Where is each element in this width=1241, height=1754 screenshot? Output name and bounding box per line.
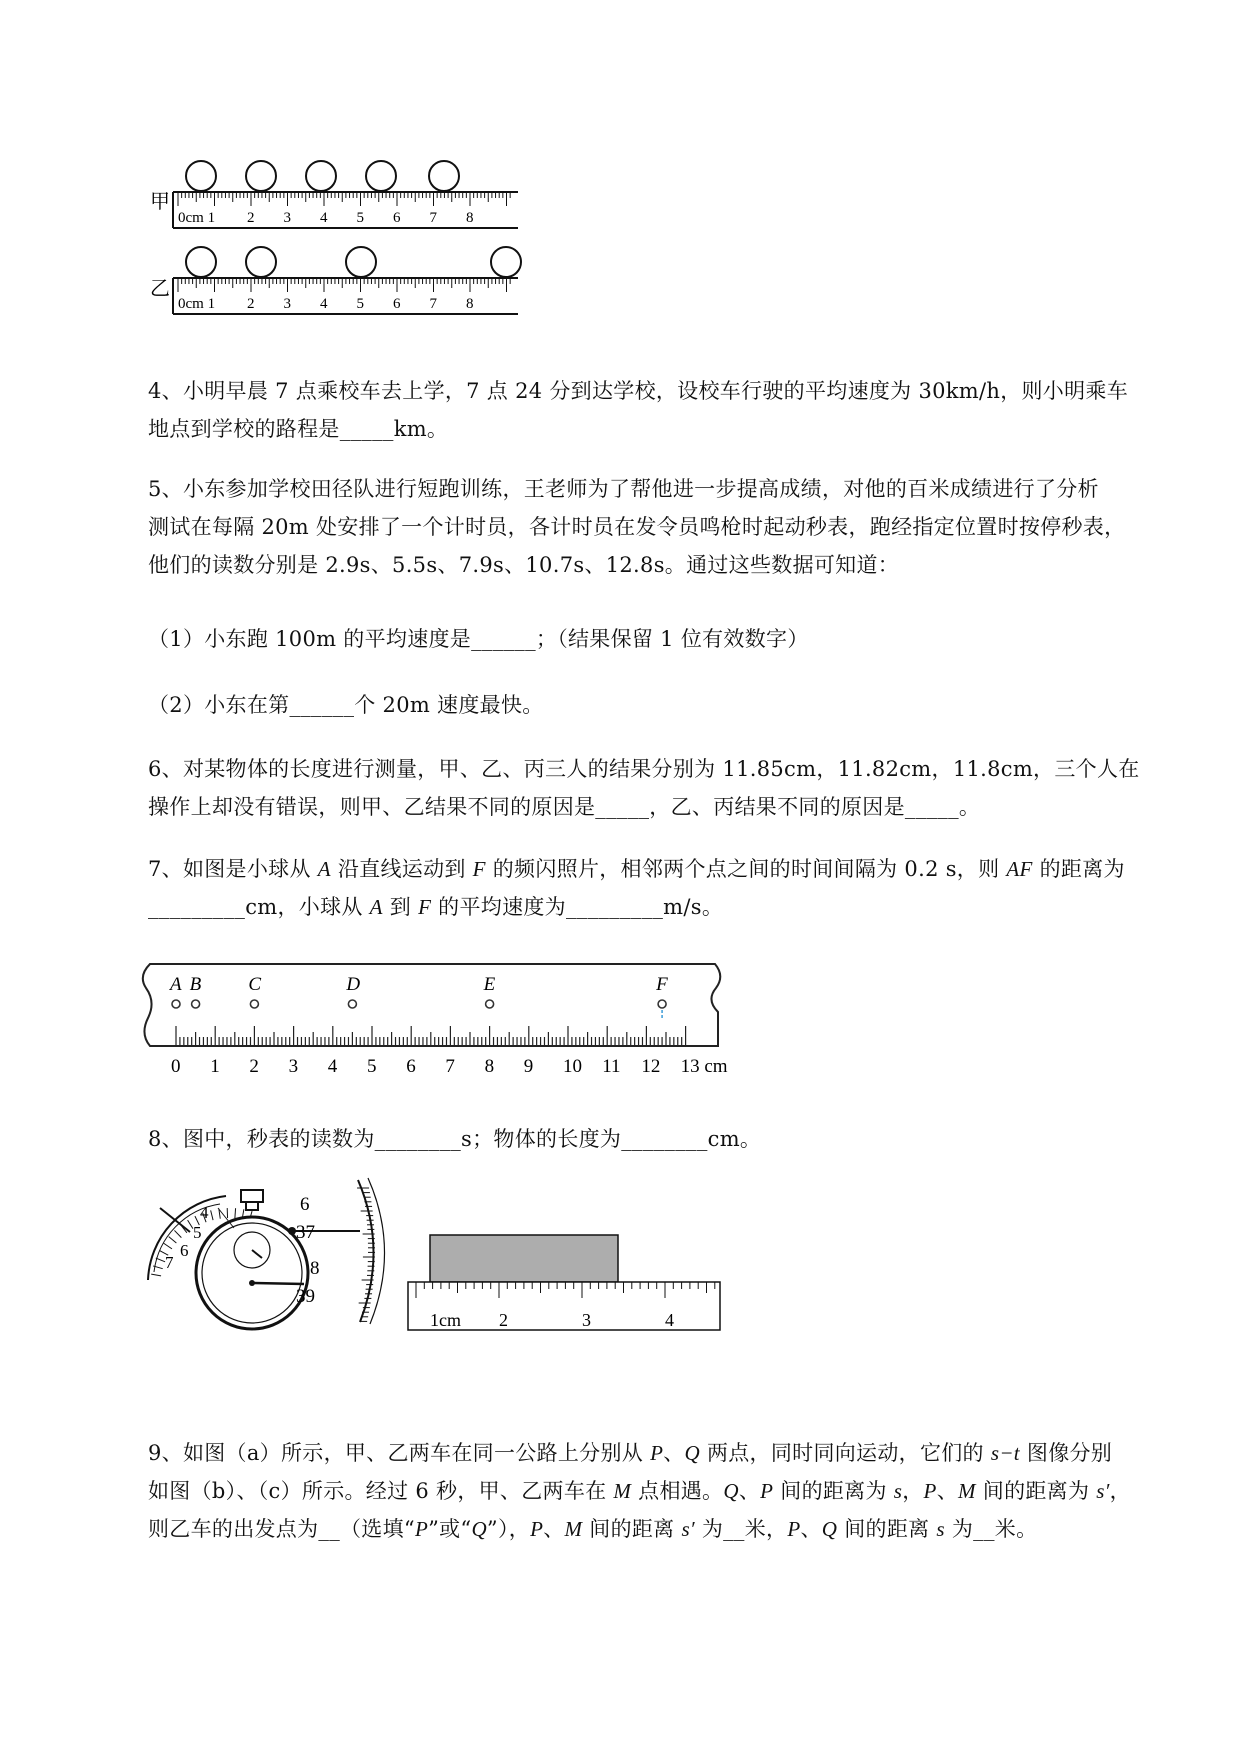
strobe-tick-label: 13 cm [680, 1056, 728, 1077]
ball [491, 247, 521, 277]
length-ruler [408, 1235, 720, 1330]
q9-text: 图像分别 [1019, 1441, 1113, 1465]
dial-tick [164, 1243, 172, 1249]
ruler-balls-figure [148, 150, 588, 330]
dial-tick [151, 1274, 161, 1276]
watch-stem [246, 1202, 258, 1210]
strobe-ruler [143, 964, 728, 1077]
strobe-tick-label: 5 [367, 1056, 377, 1077]
q5-line1: 5、小东参加学校田径队进行短跑训练，王老师为了帮他进一步提高成绩，对他的百米成绩进行了分析 [148, 477, 1099, 501]
ruler-tick-label: 4 [665, 1310, 674, 1330]
q9-text: ”或“ [428, 1517, 472, 1541]
q7-text: _________cm，小球从 [148, 895, 370, 919]
ruler-tick-label: 2 [247, 296, 255, 312]
q7-var: A [369, 895, 383, 919]
question-5 [148, 470, 1168, 584]
q9-text: 如图（b）、（c）所示。经过 6 秒，甲、乙两车在 [148, 1479, 614, 1503]
watch-second-hand [252, 1283, 304, 1284]
q9-var: M [613, 1479, 632, 1503]
strobe-tick-label: 10 [563, 1056, 582, 1077]
strobe-strip-outline [143, 964, 720, 1046]
ruler-jia [173, 161, 518, 228]
ball [186, 161, 216, 191]
q9-var: s−t [990, 1441, 1020, 1465]
dial-tick [211, 1210, 213, 1220]
stopwatch [148, 1178, 385, 1329]
strobe-tick-label: 3 [288, 1056, 299, 1077]
ruler-tick-label: 6 [393, 296, 401, 312]
ruler-tick-label: 8 [466, 296, 474, 312]
strobe-tick-label: 0 [171, 1056, 181, 1077]
q9-var: P [923, 1479, 937, 1503]
ball [306, 161, 336, 191]
dial-label: 4 [200, 1203, 209, 1222]
q9-text: 间的距离 [582, 1517, 682, 1541]
ball [246, 247, 276, 277]
q5-sub2-text: （2）小东在第______个 20m 速度最快。 [148, 693, 544, 717]
q9-var: s′ [1096, 1479, 1110, 1503]
q9-var: Q [684, 1441, 700, 1465]
q6-line1: 6、对某物体的长度进行测量，甲、乙、丙三人的结果分别为 11.85cm，11.82cm，11.8cm，三个人在 [148, 757, 1140, 781]
question-8 [148, 1120, 1168, 1158]
dial-tick [169, 1237, 177, 1243]
q9-text: 、 [543, 1517, 565, 1541]
strobe-point [192, 1000, 200, 1008]
ball [246, 161, 276, 191]
q9-var: P [414, 1517, 429, 1541]
q9-text: 两点，同时同向运动，它们的 [699, 1441, 991, 1465]
q9-text: 则乙车的出发点为__（选填“ [148, 1517, 415, 1541]
q9-var: Q [821, 1517, 838, 1541]
q9-text: 点相遇。 [631, 1479, 724, 1503]
question-7 [148, 850, 1168, 926]
q9-var: s [893, 1479, 903, 1503]
strobe-tick-label: 7 [445, 1056, 455, 1077]
q7-text: 到 [382, 895, 419, 919]
ball [346, 247, 376, 277]
q8-line1: 8、图中，秒表的读数为________s；物体的长度为________cm。 [148, 1127, 762, 1151]
q9-text: 、 [738, 1479, 761, 1503]
ruler-tick-label: 2 [247, 210, 255, 226]
q9-text: ， [902, 1479, 924, 1503]
strobe-tick-label: 8 [484, 1056, 495, 1077]
strobe-point-label: C [248, 974, 262, 995]
q9-text: 、 [936, 1479, 958, 1503]
q9-var: M [958, 1479, 976, 1503]
strobe-point [250, 1000, 258, 1008]
q6-line2: 操作上却没有错误，则甲、乙结果不同的原因是_____，乙、丙结果不同的原因是_____。 [148, 795, 981, 819]
strobe-point [348, 1000, 356, 1008]
watch-crown [241, 1190, 263, 1202]
strobe-tick-label: 9 [523, 1056, 534, 1077]
q9-var: M [564, 1517, 583, 1541]
q9-var: P [787, 1517, 801, 1541]
q5-line3: 他们的读数分别是 2.9s、5.5s、7.9s、10.7s、12.8s。通过这些数据可知道： [148, 553, 900, 577]
q9-text: 为__米， [694, 1517, 788, 1541]
q9-text: 间的距离为 [773, 1479, 894, 1503]
q9-text: 、 [800, 1517, 822, 1541]
strobe-tick-label: 6 [406, 1056, 416, 1077]
q9-text: 9、如图（a）所示，甲、乙两车在同一公路上分别从 [148, 1441, 651, 1465]
scale-label: 6 [300, 1194, 310, 1215]
measured-object [430, 1235, 618, 1282]
q5-line2: 测试在每隔 20m 处安排了一个计时员，各计时员在发令员鸣枪时起动秒表，跑经指定位置时按停秒表， [148, 515, 1126, 539]
strobe-tick-label: 2 [249, 1056, 259, 1077]
ruler-tick-label: 7 [429, 296, 437, 312]
strobe-point-label: B [189, 974, 202, 995]
strobe-point [172, 1000, 180, 1008]
q7-var: A [317, 857, 331, 881]
ruler-tick-label: 4 [320, 296, 328, 312]
q9-var: s′ [681, 1517, 695, 1541]
q4-line1: 4、小明早晨 7 点乘校车去上学，7 点 24 分到达学校，设校车行驶的平均速度为 30km/h，则小明乘车 [148, 379, 1129, 403]
ruler-tick-label: 2 [499, 1310, 508, 1330]
strobe-point-label: F [656, 974, 668, 995]
dial-tick [156, 1258, 165, 1262]
ruler-tick-label: 7 [429, 210, 437, 226]
strobe-point [486, 1000, 494, 1008]
ruler-tick-label: 0cm 1 [178, 210, 216, 226]
q5-sub1-text: （1）小东跑 100m 的平均速度是______；（结果保留 1 位有效数字） [148, 627, 809, 651]
q4-line2: 地点到学校的路程是_____km。 [148, 417, 449, 441]
question-9 [148, 1434, 1168, 1548]
question-4 [148, 372, 1168, 448]
q9-var: Q [471, 1517, 487, 1541]
strobe-point-label: D [346, 974, 361, 995]
strobe-tick-label: 12 [641, 1056, 661, 1077]
ruler-tick-label: 8 [466, 210, 474, 226]
ruler-tick-label: 3 [283, 296, 291, 312]
ruler-tick-label: 5 [356, 296, 364, 312]
q7-text: 沿直线运动到 [330, 857, 473, 881]
q7-text: 的距离为 [1032, 857, 1125, 881]
strobe-tick-label: 1 [210, 1056, 220, 1077]
q7-var: F [418, 895, 432, 919]
q9-text: 间的距离 [837, 1517, 937, 1541]
scale-arc-inner [368, 1178, 385, 1324]
scale-label: 37 [296, 1222, 315, 1243]
strobe-point [658, 1000, 666, 1008]
ruler-tick-label: 3 [283, 210, 291, 226]
ruler-tick-label: 4 [320, 210, 328, 226]
watch-pivot [249, 1280, 255, 1286]
q9-text: 、 [663, 1441, 685, 1465]
ruler-tick-label: 0cm 1 [178, 296, 216, 312]
dial-label: 5 [193, 1223, 202, 1242]
ruler-tick-label: 3 [582, 1310, 591, 1330]
ruler-yi [173, 247, 521, 314]
row1-label: 甲 [150, 191, 170, 213]
q9-var: Q [723, 1479, 739, 1503]
dial-label: 6 [180, 1241, 189, 1260]
strobe-point-label: E [483, 974, 496, 995]
q7-text: 的平均速度为_________m/s。 [431, 895, 724, 919]
q5-sub2 [148, 686, 1168, 724]
ruler-tick-label: 6 [393, 210, 401, 226]
q7-text: 7、如图是小球从 [148, 857, 318, 881]
q9-var: P [650, 1441, 664, 1465]
scale-label: 8 [310, 1258, 320, 1279]
q7-var: F [472, 857, 486, 881]
q7-text: 的频闪照片，相邻两个点之间的时间间隔为 0.2 s，则 [485, 857, 1007, 881]
dial-tick [174, 1230, 181, 1237]
q9-text: 为__米。 [944, 1517, 1038, 1541]
row2-label: 乙 [150, 278, 170, 300]
q9-var: P [760, 1479, 774, 1503]
ruler-tick-label: 5 [356, 210, 364, 226]
dial-tick [235, 1208, 236, 1218]
strobe-photo-figure [140, 960, 740, 1085]
dial-label: 7 [165, 1253, 174, 1272]
q5-sub1 [148, 620, 1168, 658]
q7-var: AF [1006, 857, 1033, 881]
q9-var: s [936, 1517, 945, 1541]
q9-var: P [530, 1517, 544, 1541]
q9-text: 间的距离为 [975, 1479, 1097, 1503]
strobe-tick-label: 11 [602, 1056, 621, 1077]
ruler-tick-label: 1cm [430, 1310, 461, 1330]
ball [429, 161, 459, 191]
scale-label: 39 [296, 1286, 315, 1307]
q9-text: ”）， [486, 1517, 531, 1541]
strobe-tick-label: 4 [327, 1056, 338, 1077]
strobe-point-label: A [170, 974, 182, 995]
question-6 [148, 750, 1168, 826]
ball [366, 161, 396, 191]
q9-text: ， [1109, 1479, 1131, 1503]
stopwatch-ruler-figure [148, 1190, 748, 1405]
ball [186, 247, 216, 277]
